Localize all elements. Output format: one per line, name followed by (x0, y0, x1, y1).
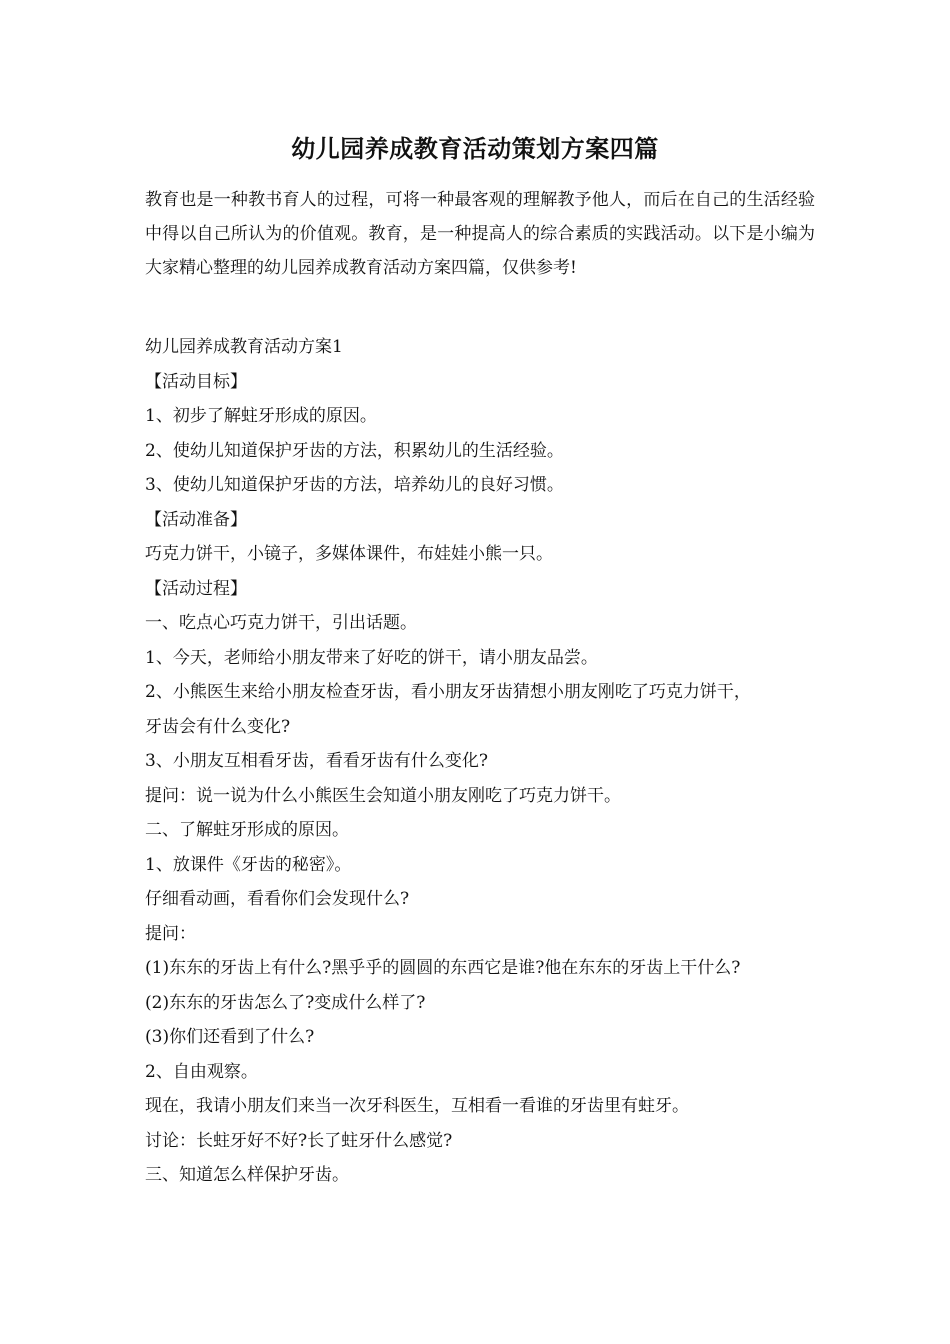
text-line: 提问： (145, 923, 196, 944)
text-line: 【活动准备】 (145, 509, 247, 530)
text-line: 二、了解蛀牙形成的原因。 (145, 820, 349, 840)
text-line: 【活动目标】 (145, 371, 247, 392)
text-line: (3)你们还看到了什么? (145, 1027, 315, 1047)
section-heading: 幼儿园养成教育活动方案1 (145, 337, 343, 357)
document-title: 幼儿园养成教育活动策划方案四篇 (291, 134, 659, 163)
text-line: 巧克力饼干，小镜子，多媒体课件，布娃娃小熊一只。 (145, 544, 553, 564)
text-line: 仔细看动画，看看你们会发现什么? (145, 889, 410, 909)
text-line: 2、自由观察。 (145, 1061, 258, 1082)
text-line: 【活动过程】 (145, 578, 247, 599)
text-line: 牙齿会有什么变化? (145, 716, 291, 737)
text-line: 2、小熊医生来给小朋友检查牙齿，看小朋友牙齿猜想小朋友刚吃了巧克力饼干， (145, 682, 751, 702)
text-line: 现在，我请小朋友们来当一次牙科医生，互相看一看谁的牙齿里有蛀牙。 (145, 1096, 689, 1116)
text-line: 提问：说一说为什么小熊医生会知道小朋友刚吃了巧克力饼干。 (145, 785, 621, 806)
text-line: 3、使幼儿知道保护牙齿的方法，培养幼儿的良好习惯。 (145, 475, 564, 495)
document-body (145, 330, 815, 1193)
text-line: 3、小朋友互相看牙齿，看看牙齿有什么变化? (145, 751, 488, 771)
text-line: 2、使幼儿知道保护牙齿的方法，积累幼儿的生活经验。 (145, 440, 564, 461)
intro-paragraph: 教育也是一种教书育人的过程，可将一种最客观的理解教予他人，而后在自己的生活经验中得以自己所认为的价值观。教育，是一种提高人的综合素质的实践活动。以下是小编为大家精心整理的幼儿园养成教育活动方案四篇，仅供参考! (145, 190, 815, 278)
text-line: 1、初步了解蛀牙形成的原因。 (145, 406, 377, 426)
text-line: (2)东东的牙齿怎么了?变成什么样了? (145, 992, 426, 1013)
text-line: 1、放课件《牙齿的秘密》。 (145, 854, 352, 875)
text-line: 讨论：长蛀牙好不好?长了蛀牙什么感觉? (145, 1130, 453, 1151)
text-line: (1)东东的牙齿上有什么?黑乎乎的圆圆的东西它是谁?他在东东的牙齿上干什么? (145, 958, 741, 978)
text-line: 一、吃点心巧克力饼干，引出话题。 (145, 613, 417, 633)
text-line: 三、知道怎么样保护牙齿。 (145, 1165, 349, 1185)
text-line: 1、今天，老师给小朋友带来了好吃的饼干，请小朋友品尝。 (145, 647, 598, 668)
